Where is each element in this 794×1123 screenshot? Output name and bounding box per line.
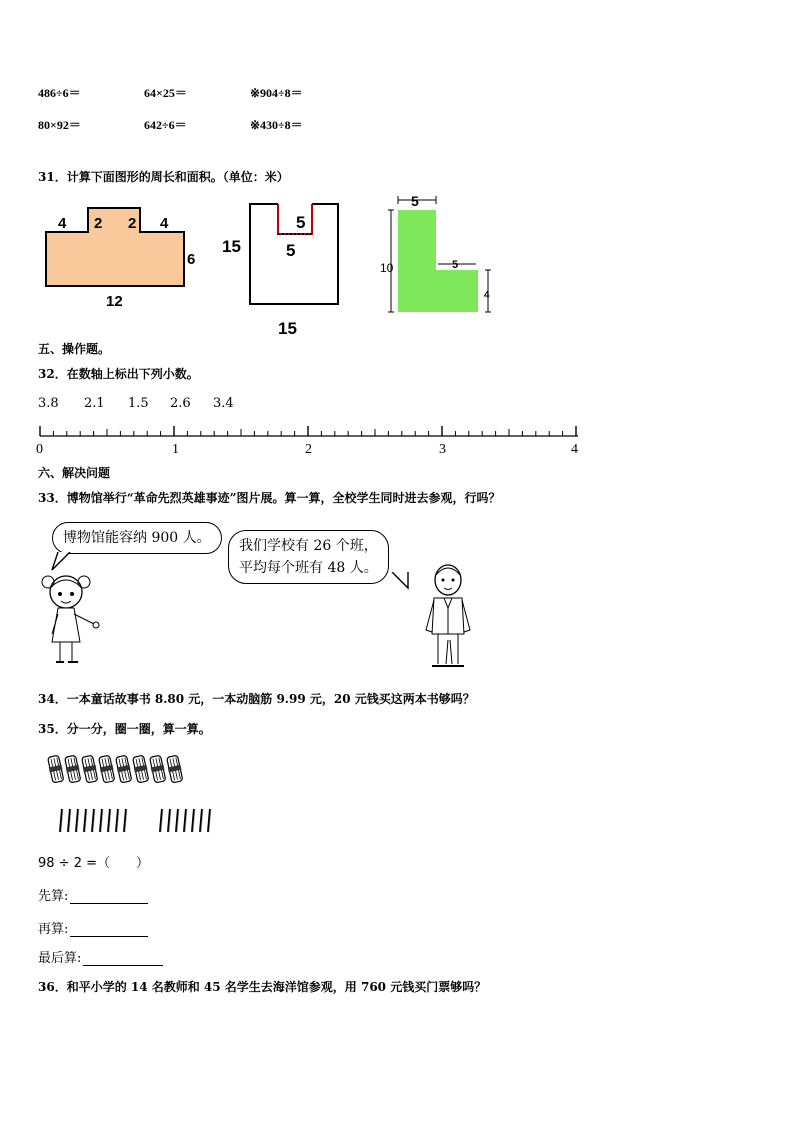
decimal-2: 2.1 bbox=[84, 396, 105, 411]
fig2-left: 15 bbox=[222, 237, 241, 256]
step3-label: 最后算: bbox=[38, 951, 82, 966]
q32-text: 32．在数轴上标出下列小数。 bbox=[38, 367, 199, 381]
boy-illustration bbox=[418, 560, 478, 670]
speech-bubble-girl bbox=[52, 522, 222, 554]
pencil-icon bbox=[68, 809, 71, 832]
figure-green-l-shape bbox=[378, 188, 498, 323]
fig3-top: 5 bbox=[411, 193, 419, 209]
step2-label: 再算: bbox=[38, 922, 69, 937]
pencil-bundle-icon bbox=[64, 755, 82, 783]
pencil-icon bbox=[192, 809, 195, 832]
calc-2-2: 642÷6＝ bbox=[144, 118, 187, 132]
pencil-icon bbox=[108, 809, 111, 832]
fig1-right: 6 bbox=[187, 251, 196, 268]
calc-1-2: 64×25＝ bbox=[144, 86, 187, 100]
fig3-middle: 5 bbox=[452, 259, 459, 271]
speech-bubble-boy bbox=[228, 530, 389, 584]
pencil-icon bbox=[76, 809, 79, 832]
fig3-left: 10 bbox=[380, 261, 394, 275]
pencil-bundle-icon bbox=[115, 755, 133, 783]
pencil-icon bbox=[116, 809, 119, 832]
pencil-icon bbox=[84, 809, 87, 832]
q35-text: 35．分一分，圈一圈，算一算。 bbox=[38, 722, 211, 736]
pencil-icon bbox=[92, 809, 95, 832]
calc-1-3: ※904÷8＝ bbox=[250, 86, 303, 100]
pencil-bundle-icon bbox=[98, 755, 116, 783]
number-line bbox=[30, 420, 590, 460]
axis-label-3: 3 bbox=[439, 442, 446, 457]
q31-text: 31．计算下面图形的周长和面积。（单位：米） bbox=[38, 170, 289, 184]
bubble-tail-boy bbox=[388, 572, 418, 592]
pencil-bundles-row bbox=[44, 752, 204, 786]
step3-blank[interactable] bbox=[83, 953, 163, 966]
q34-text: 34．一本童话故事书 8.80 元，一本动脑筋 9.99 元，20 元钱买这两本书够吗？ bbox=[38, 692, 475, 706]
figure-notched-square bbox=[220, 196, 350, 341]
decimal-4: 2.6 bbox=[170, 396, 191, 411]
q33-text: 33．博物馆举行“革命先烈英雄事迹”图片展。算一算，全校学生同时进去参观，行吗？ bbox=[38, 491, 501, 505]
step1-blank[interactable] bbox=[70, 891, 148, 904]
pencil-icon bbox=[184, 809, 187, 832]
girl-speech: 博物馆能容纳 900 人。 bbox=[63, 530, 211, 546]
pencil-icon bbox=[160, 809, 163, 832]
fig2-notch-top: 5 bbox=[296, 213, 306, 232]
fig1-inner-left: 2 bbox=[94, 215, 103, 232]
fig1-top-left: 4 bbox=[58, 215, 67, 232]
pencil-icon bbox=[60, 809, 63, 832]
axis-label-0: 0 bbox=[36, 442, 43, 457]
boy-speech-line2: 平均每个班有 48 人。 bbox=[239, 560, 378, 576]
axis-label-4: 4 bbox=[571, 442, 578, 457]
q36-text: 36．和平小学的 14 名教师和 45 名学生去海洋馆参观，用 760 元钱买门票够吗？ bbox=[38, 980, 487, 994]
q35-equation: 98 ÷ 2 =（ ） bbox=[38, 856, 149, 871]
decimal-3: 1.5 bbox=[128, 396, 149, 411]
boy-speech-line1: 我们学校有 26 个班， bbox=[239, 538, 378, 554]
axis-label-2: 2 bbox=[305, 442, 312, 457]
calc-1-1: 486÷6＝ bbox=[38, 86, 81, 100]
fig1-bottom: 12 bbox=[106, 293, 123, 310]
fig3-right: 4 bbox=[484, 290, 490, 301]
step1-row bbox=[38, 885, 148, 904]
pencil-bundle-icon bbox=[132, 755, 150, 783]
pencil-icon bbox=[100, 809, 103, 832]
pencil-bundle-icon bbox=[149, 755, 167, 783]
fig1-inner-right: 2 bbox=[128, 215, 137, 232]
step2-blank[interactable] bbox=[70, 924, 148, 937]
pencil-bundle-icon bbox=[166, 755, 184, 783]
pencil-icon bbox=[176, 809, 179, 832]
pencil-icon bbox=[124, 809, 127, 832]
figure-orange-shape bbox=[38, 198, 198, 310]
step1-label: 先算: bbox=[38, 889, 69, 904]
girl-illustration bbox=[36, 568, 106, 670]
section-6-title: 六、解决问题 bbox=[38, 466, 111, 480]
pencil-icon bbox=[168, 809, 171, 832]
pencil-bundle-icon bbox=[47, 755, 65, 783]
section-5-title: 五、操作题。 bbox=[38, 342, 111, 356]
calc-2-1: 80×92＝ bbox=[38, 118, 81, 132]
axis-label-1: 1 bbox=[172, 442, 179, 457]
pencil-bundle-icon bbox=[81, 755, 99, 783]
fig1-top-right: 4 bbox=[160, 215, 169, 232]
single-pencils-row bbox=[54, 806, 224, 836]
step3-row bbox=[38, 947, 163, 966]
step2-row bbox=[38, 918, 148, 937]
decimal-5: 3.4 bbox=[213, 396, 234, 411]
calc-2-3: ※430÷8＝ bbox=[250, 118, 303, 132]
fig2-notch-bottom: 5 bbox=[286, 241, 296, 260]
fig2-bottom: 15 bbox=[278, 319, 297, 338]
pencil-icon bbox=[208, 809, 211, 832]
decimal-1: 3.8 bbox=[38, 396, 59, 411]
pencil-icon bbox=[200, 809, 203, 832]
